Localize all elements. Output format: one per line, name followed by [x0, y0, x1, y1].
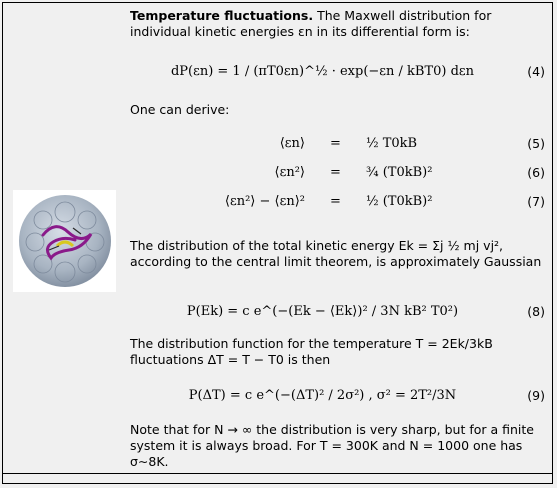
paragraph-derive: One can derive: — [130, 102, 230, 117]
equation-6-rhs: ¾ (T0kB)² — [366, 165, 433, 180]
paragraph-temperature: The distribution function for the temperature T = 2Ek/3kB fluctuations ΔT = T − T0 is then — [130, 336, 493, 367]
equation-6-number: (6) — [527, 165, 545, 180]
equation-5-equals: = — [330, 136, 341, 151]
equation-8-number: (8) — [527, 304, 545, 319]
paragraph-kinetic: The distribution of the total kinetic energy Ek = Σj ½ mj vj², according to the central limit theorem, is approximately Gaussian — [130, 238, 542, 269]
footer-divider — [3, 473, 552, 474]
equation-5-lhs: ⟨εn⟩ — [279, 136, 305, 151]
protein-water-sphere-image — [13, 190, 116, 292]
equation-7 — [130, 191, 545, 213]
equation-5-number: (5) — [527, 136, 545, 151]
equation-6-equals: = — [330, 165, 341, 180]
equation-9 — [130, 380, 545, 412]
equation-4 — [130, 56, 545, 88]
equation-7-lhs: ⟨εn²⟩ − ⟨εn⟩² — [224, 194, 305, 209]
intro-text: The Maxwell distribution for individual kinetic energies εn in its differential form is: — [130, 8, 492, 39]
paragraph-note: Note that for N → ∞ the distribution is very sharp, but for a finite system it is always broad. For T = 300K and N = 1000 one has σ∼8K. — [130, 422, 534, 469]
equation-4-body: dP(εn) = 1 / (πT0εn)^½ · exp(−εn / kBT0) dεn — [170, 64, 475, 79]
equation-6-lhs: ⟨εn²⟩ — [274, 165, 305, 180]
equation-7-number: (7) — [527, 194, 545, 209]
equation-7-equals: = — [330, 194, 341, 209]
section-heading: Temperature fluctuations. — [130, 8, 314, 23]
equation-5 — [130, 133, 545, 155]
equation-9-body: P(ΔT) = c e^(−(ΔT)² / 2σ²) , σ² = 2T²/3N — [188, 388, 457, 403]
equation-8 — [130, 296, 545, 328]
equation-9-number: (9) — [527, 388, 545, 403]
equation-7-rhs: ½ (T0kB)² — [366, 194, 433, 209]
equation-8-body: P(Ek) = c e^(−(Ek − ⟨Ek⟩)² / 3N kB² T0²) — [186, 304, 459, 319]
equation-4-number: (4) — [527, 64, 545, 79]
equation-6 — [130, 162, 545, 184]
equation-5-rhs: ½ T0kB — [366, 136, 418, 151]
paragraph-intro — [130, 8, 545, 40]
